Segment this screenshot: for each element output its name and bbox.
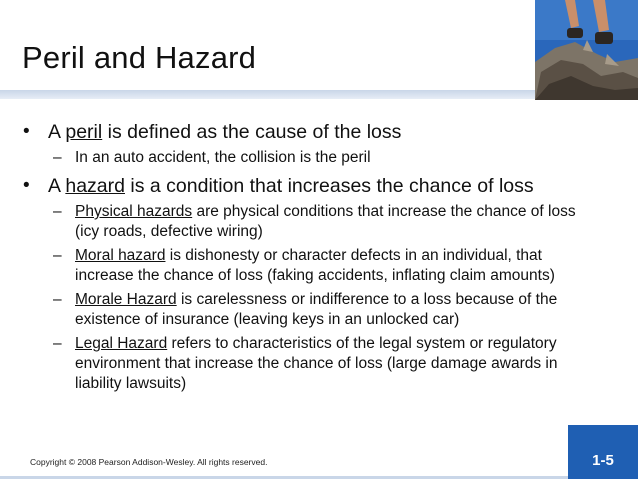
copyright-footer: Copyright © 2008 Pearson Addison-Wesley. All rights reserved. [30,457,268,467]
hiker-photo-image [535,0,638,100]
bullet-text-post: is defined as the cause of the loss [102,121,402,143]
hiker-photo [535,0,638,100]
bullet-dot: • [23,175,30,196]
sub-bullet-morale-hazard [0,290,620,330]
slide-body [0,120,620,398]
bullet-text-pre: A [48,121,66,143]
bullet-term: peril [65,121,103,143]
sub-bullet-term: Physical hazards [75,203,193,220]
sub-bullet-text: is dishonesty or character defects in an individual, that increase the chance of loss (faking accidents, inflating claim amounts) [75,247,555,284]
bullet-text-post: is a condition that increases the chance of loss [124,175,534,197]
bullet-hazard [0,174,620,198]
sub-bullet-text: is carelessness or indifference to a loss because of the existence of insurance (leaving keys in an unlocked car) [75,291,558,328]
slide-title: Peril and Hazard [22,40,257,75]
sub-bullet-text: In an auto accident, the collision is the peril [75,149,371,166]
sub-bullet-text: refers to characteristics of the legal system or regulatory environment that increase the chance of loss (large damage awards in liability lawsuits) [75,335,558,392]
sub-bullet-dash: – [53,335,62,352]
sub-bullet-text: are physical conditions that increase the chance of loss (icy roads, defective wiring) [75,203,576,240]
bullet-term: hazard [65,175,125,197]
sub-bullet [0,148,620,168]
sub-bullet-dash: – [53,149,62,166]
sub-bullet-term: Legal Hazard [75,335,168,352]
sub-bullet-dash: – [53,203,62,220]
sub-bullet-moral-hazard [0,246,620,286]
title-bar [0,90,535,99]
bullet-text-pre: A [48,175,66,197]
bullet-peril [0,120,620,144]
sub-bullet-term: Morale Hazard [75,291,177,308]
sub-bullet-dash: – [53,247,62,264]
bullet-dot: • [23,121,30,142]
page-number: 1-5 [592,452,614,469]
sub-bullet-term: Moral hazard [75,247,166,264]
sub-bullet-dash: – [53,291,62,308]
sub-bullet-legal-hazard [0,334,620,394]
sub-bullet-physical-hazards [0,202,620,242]
